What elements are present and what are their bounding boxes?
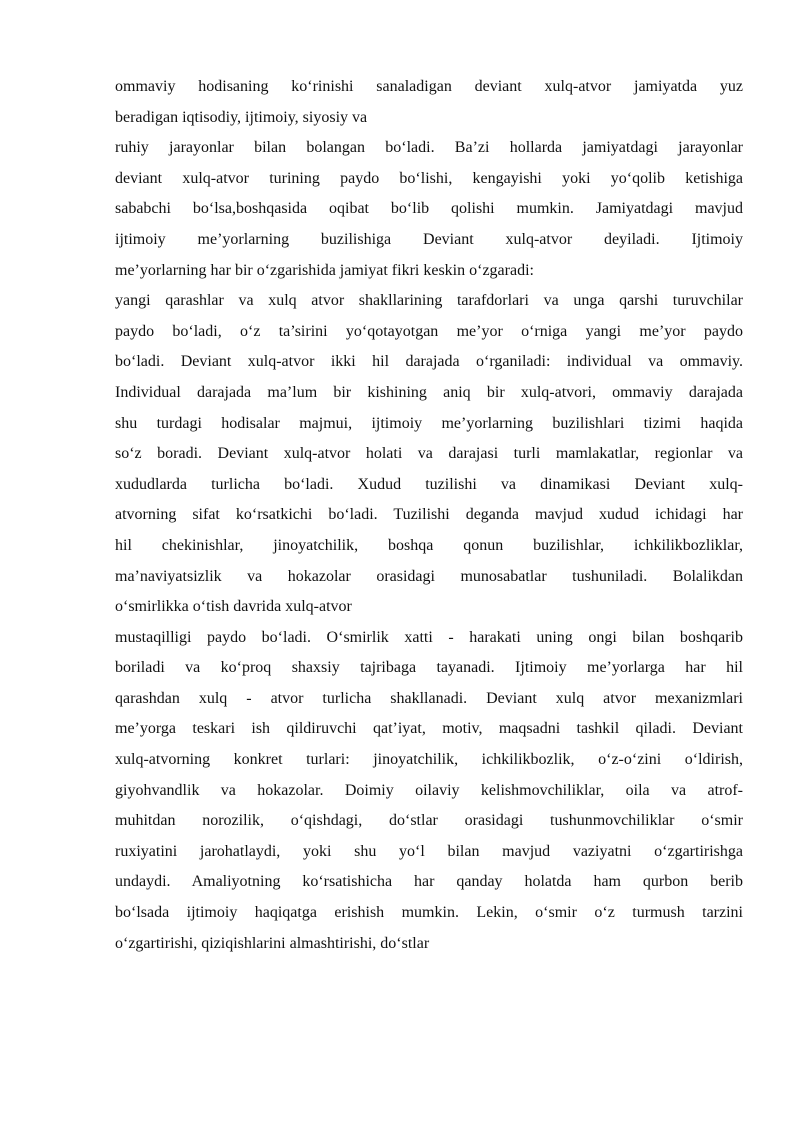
text-line: undaydi. Amaliyotning ko‘rsatishicha har qanday holatda ham qurbon berib — [115, 873, 743, 891]
text-line: qarashdan xulq - atvor turlicha shakllanadi. Deviant xulq atvor mexanizmlari — [115, 689, 743, 707]
text-line: me’yorlarning har bir o‘zgarishida jamiyat fikri keskin o‘zgaradi: — [115, 261, 534, 279]
text-line: ruhiy jarayonlar bilan bolangan bo‘ladi. Ba’zi hollarda jamiyatdagi jarayonlar — [115, 139, 743, 157]
text-line: boriladi va ko‘proq shaxsiy tajribaga tayanadi. Ijtimoiy me’yorlarga har hil — [115, 659, 743, 677]
text-line: deviant xulq-atvor turining paydo bo‘lishi, kengayishi yoki yo‘qolib ketishiga — [115, 169, 743, 187]
text-line: me’yorga teskari ish qildiruvchi qat’iyat, motiv, maqsadni tashkil qiladi. Deviant — [115, 720, 743, 738]
document-page — [115, 72, 743, 959]
text-line: Individual darajada ma’lum bir kishining aniq bir xulq-atvori, ommaviy darajada — [115, 383, 743, 401]
text-line: atvorning sifat ko‘rsatkichi bo‘ladi. Tuzilishi deganda mavjud xudud ichidagi har — [115, 506, 743, 524]
text-line: mustaqilligi paydo bo‘ladi. O‘smirlik xatti - harakati uning ongi bilan boshqarib — [115, 628, 743, 646]
text-line: o‘smirlikka o‘tish davrida xulq-atvor — [115, 598, 352, 616]
text-line: shu turdagi hodisalar majmui, ijtimoiy me’yorlarning buzilishlari tizimi haqida — [115, 414, 743, 432]
text-line: ijtimoiy me’yorlarning buzilishiga Deviant xulq-atvor deyiladi. Ijtimoiy — [115, 230, 743, 248]
text-line: xulq-atvorning konkret turlari: jinoyatchilik, ichkilikbozlik, o‘z-o‘zini o‘ldirish, — [115, 751, 743, 769]
text-line: bo‘lsada ijtimoiy haqiqatga erishish mumkin. Lekin, o‘smir o‘z turmush tarzini — [115, 904, 743, 922]
text-line: o‘zgartirishi, qiziqishlarini almashtirishi, do‘stlar — [115, 934, 430, 952]
text-line: ruxiyatini jarohatlaydi, yoki shu yo‘l bilan mavjud vaziyatni o‘zgartirishga — [115, 842, 743, 860]
text-line: hil chekinishlar, jinoyatchilik, boshqa qonun buzilishlar, ichkilikbozliklar, — [115, 536, 743, 554]
text-line: giyohvandlik va hokazolar. Doimiy oilaviy kelishmovchiliklar, oila va atrof- — [115, 781, 743, 799]
text-line: ommaviy hodisaning ko‘rinishi sanaladigan deviant xulq-atvor jamiyatda yuz — [115, 78, 743, 95]
text-line: yangi qarashlar va xulq atvor shakllarining tarafdorlari va unga qarshi turuvchilar — [115, 292, 743, 310]
text-line: muhitdan norozilik, o‘qishdagi, do‘stlar orasidagi tushunmovchiliklar o‘smir — [115, 812, 743, 830]
text-line: bo‘ladi. Deviant xulq-atvor ikki hil darajada o‘rganiladi: individual va ommaviy. — [115, 353, 743, 371]
text-line: beradigan iqtisodiy, ijtimoiy, siyosiy va — [115, 108, 368, 126]
text-line: xududlarda turlicha bo‘ladi. Xudud tuzilishi va dinamikasi Deviant xulq- — [115, 475, 743, 493]
text-line: sababchi bo‘lsa,boshqasida oqibat bo‘lib qolishi mumkin. Jamiyatdagi mavjud — [115, 200, 743, 218]
text-line: ma’naviyatsizlik va hokazolar orasidagi munosabatlar tushuniladi. Bolalikdan — [115, 567, 743, 585]
text-line: paydo bo‘ladi, o‘z ta’sirini yo‘qotayotgan me’yor o‘rniga yangi me’yor paydo — [115, 322, 743, 340]
text-line: so‘z boradi. Deviant xulq-atvor holati va darajasi turli mamlakatlar, regionlar va — [115, 445, 743, 463]
